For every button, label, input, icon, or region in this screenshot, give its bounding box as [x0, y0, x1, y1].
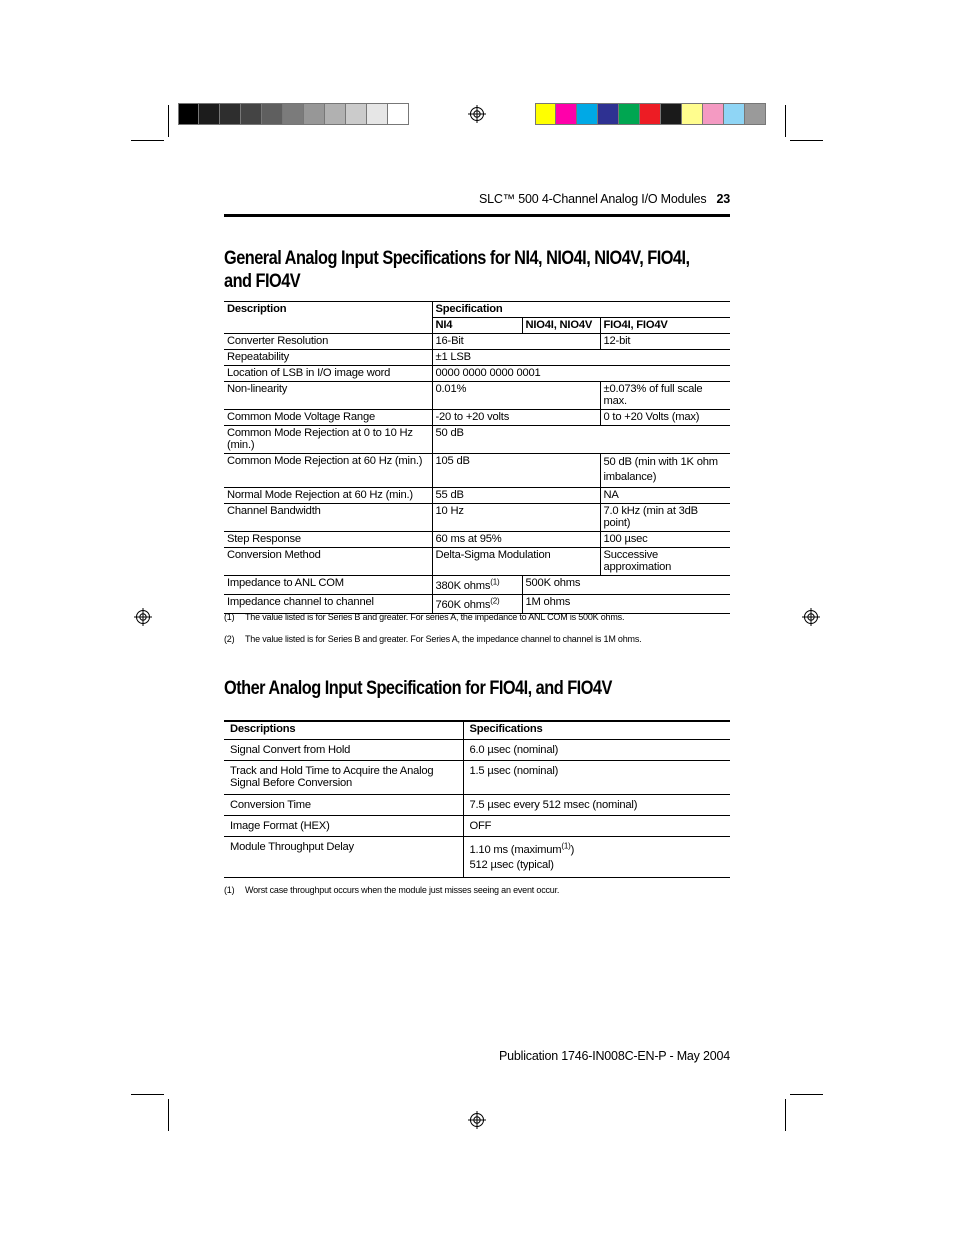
- row-description: Conversion Method: [224, 548, 432, 576]
- color-swatch: [598, 103, 619, 125]
- table-row: [224, 334, 730, 350]
- grayscale-color-bar: [178, 103, 409, 125]
- row-value: -20 to +20 volts: [432, 410, 600, 426]
- row-value: 50 dB: [432, 426, 730, 454]
- table-row: [224, 532, 730, 548]
- table-row: [224, 761, 730, 795]
- table-row: [224, 595, 730, 614]
- row-value-tail: ): [570, 844, 575, 856]
- color-swatch: [577, 103, 598, 125]
- row-description: Converter Resolution: [224, 334, 432, 350]
- crop-mark: [790, 1094, 823, 1095]
- general-specs-table: [224, 301, 730, 614]
- registration-mark-icon: [134, 608, 152, 626]
- gray-swatch: [388, 103, 409, 125]
- row-value: 16-Bit: [432, 334, 600, 350]
- gray-swatch: [220, 103, 241, 125]
- other-specs-table: [224, 720, 730, 878]
- row-value: [432, 595, 522, 614]
- table-row: [224, 837, 730, 878]
- row-description: Impedance channel to channel: [224, 595, 432, 614]
- crop-mark: [168, 1099, 169, 1131]
- publication-footer: Publication 1746-IN008C-EN-P - May 2004: [499, 1049, 730, 1063]
- row-description: Track and Hold Time to Acquire the Analog Signal Before Conversion: [224, 761, 463, 795]
- footnote-number: (1): [224, 885, 235, 895]
- footnote-text: The value listed is for Series B and greater. For Series A, the impedance channel to channel is 1M ohms.: [245, 634, 642, 644]
- footnote: [224, 634, 641, 644]
- row-description: Common Mode Voltage Range: [224, 410, 432, 426]
- row-value: 6.0 µsec (nominal): [463, 740, 730, 761]
- gray-swatch: [178, 103, 199, 125]
- row-value: 105 dB: [432, 454, 600, 488]
- row-description: Module Throughput Delay: [224, 837, 463, 878]
- row-description: Conversion Time: [224, 795, 463, 816]
- row-description: Repeatability: [224, 350, 432, 366]
- row-description: Common Mode Rejection at 60 Hz (min.): [224, 454, 432, 488]
- table-row: [224, 426, 730, 454]
- crop-mark: [168, 105, 169, 137]
- color-swatch: [535, 103, 556, 125]
- color-swatch: [745, 103, 766, 125]
- header-rule: [224, 214, 730, 217]
- row-description: Step Response: [224, 532, 432, 548]
- row-value-other: 500K ohms: [522, 576, 730, 595]
- footnote-text: The value listed is for Series B and greater. For series A, the impedance to ANL COM is 500K ohms.: [245, 612, 625, 622]
- row-description: Image Format (HEX): [224, 816, 463, 837]
- gray-swatch: [262, 103, 283, 125]
- row-value: ±1 LSB: [432, 350, 730, 366]
- color-swatch: [619, 103, 640, 125]
- row-value-text: 760K ohms: [435, 599, 491, 611]
- page-number: 23: [716, 192, 730, 206]
- table-row: [224, 740, 730, 761]
- row-value: [463, 837, 730, 878]
- gray-swatch: [241, 103, 262, 125]
- row-value: Delta-Sigma Modulation: [432, 548, 600, 576]
- footnote-text: Worst case throughput occurs when the module just misses seeing an event occur.: [245, 885, 560, 895]
- gray-swatch: [325, 103, 346, 125]
- registration-mark-icon: [468, 105, 486, 123]
- crop-mark: [790, 140, 823, 141]
- row-value: 10 Hz: [432, 504, 600, 532]
- row-value: 0000 0000 0000 0001: [432, 366, 730, 382]
- header-ni4: NI4: [432, 318, 522, 334]
- color-swatch: [703, 103, 724, 125]
- color-swatch: [556, 103, 577, 125]
- crop-mark: [131, 1094, 164, 1095]
- registration-mark-icon: [468, 1111, 486, 1129]
- table-row: [224, 382, 730, 410]
- color-swatch: [661, 103, 682, 125]
- row-value-second-line: 512 µsec (typical): [469, 859, 554, 871]
- header-description: Description: [224, 302, 432, 334]
- color-swatch: [682, 103, 703, 125]
- row-description: Location of LSB in I/O image word: [224, 366, 432, 382]
- footnote: [224, 885, 559, 895]
- color-swatch: [724, 103, 745, 125]
- running-header: [420, 192, 730, 206]
- color-swatch: [640, 103, 661, 125]
- table-row: [224, 795, 730, 816]
- gray-swatch: [367, 103, 388, 125]
- header-nio4: NIO4I, NIO4V: [522, 318, 600, 334]
- row-value-text: 1.10 ms (maximum: [469, 844, 562, 856]
- row-value: OFF: [463, 816, 730, 837]
- header-descriptions: Descriptions: [224, 721, 463, 740]
- header-specification: Specification: [432, 302, 730, 318]
- crop-mark: [785, 1099, 786, 1131]
- table-row: [224, 576, 730, 595]
- row-value-fio: Successive approximation: [600, 548, 730, 576]
- row-value-fio: NA: [600, 488, 730, 504]
- row-value-fio: 100 µsec: [600, 532, 730, 548]
- table-row: [224, 488, 730, 504]
- row-value-fio: ±0.073% of full scale max.: [600, 382, 730, 410]
- crop-mark: [131, 140, 164, 141]
- table-row: [224, 366, 730, 382]
- footnote-number: (1): [224, 612, 235, 622]
- footnote-ref: (2): [490, 596, 500, 606]
- row-value-text: 380K ohms: [435, 580, 491, 592]
- row-description: Channel Bandwidth: [224, 504, 432, 532]
- table-row: [224, 350, 730, 366]
- row-description: Common Mode Rejection at 0 to 10 Hz (min.): [224, 426, 432, 454]
- row-value: 60 ms at 95%: [432, 532, 600, 548]
- row-description: Non-linearity: [224, 382, 432, 410]
- section-title-general-specs: General Analog Input Specifications for NI4, NIO4I, NIO4V, FIO4I, and FIO4V: [224, 248, 690, 292]
- row-value-fio: 0 to +20 Volts (max): [600, 410, 730, 426]
- table-row: [224, 454, 730, 488]
- header-specifications: Specifications: [463, 721, 730, 740]
- table-row: [224, 410, 730, 426]
- row-value-fio: 50 dB (min with 1K ohm imbalance): [600, 454, 730, 488]
- row-value: 0.01%: [432, 382, 600, 410]
- footnote-number: (2): [224, 634, 235, 644]
- table-row: [224, 816, 730, 837]
- row-description: Normal Mode Rejection at 60 Hz (min.): [224, 488, 432, 504]
- row-value: 7.5 µsec every 512 msec (nominal): [463, 795, 730, 816]
- row-value-other: 1M ohms: [522, 595, 730, 614]
- header-fio4: FIO4I, FIO4V: [600, 318, 730, 334]
- row-description: Impedance to ANL COM: [224, 576, 432, 595]
- row-value-fio: 7.0 kHz (min at 3dB point): [600, 504, 730, 532]
- gray-swatch: [283, 103, 304, 125]
- footnote-ref: (1): [561, 841, 571, 851]
- table-row: [224, 548, 730, 576]
- row-value-fio: 12-bit: [600, 334, 730, 350]
- footnote-ref: (1): [490, 577, 500, 587]
- registration-mark-icon: [802, 608, 820, 626]
- footnote: [224, 612, 624, 622]
- row-description: Signal Convert from Hold: [224, 740, 463, 761]
- section-title-other-specs: Other Analog Input Specification for FIO4I, and FIO4V: [224, 678, 612, 699]
- row-value: 1.5 µsec (nominal): [463, 761, 730, 795]
- running-title: SLC™ 500 4-Channel Analog I/O Modules: [479, 192, 707, 206]
- gray-swatch: [346, 103, 367, 125]
- row-value: [432, 576, 522, 595]
- table-row: [224, 504, 730, 532]
- process-color-bar: [535, 103, 766, 125]
- crop-mark: [785, 105, 786, 137]
- gray-swatch: [199, 103, 220, 125]
- row-value: 55 dB: [432, 488, 600, 504]
- gray-swatch: [304, 103, 325, 125]
